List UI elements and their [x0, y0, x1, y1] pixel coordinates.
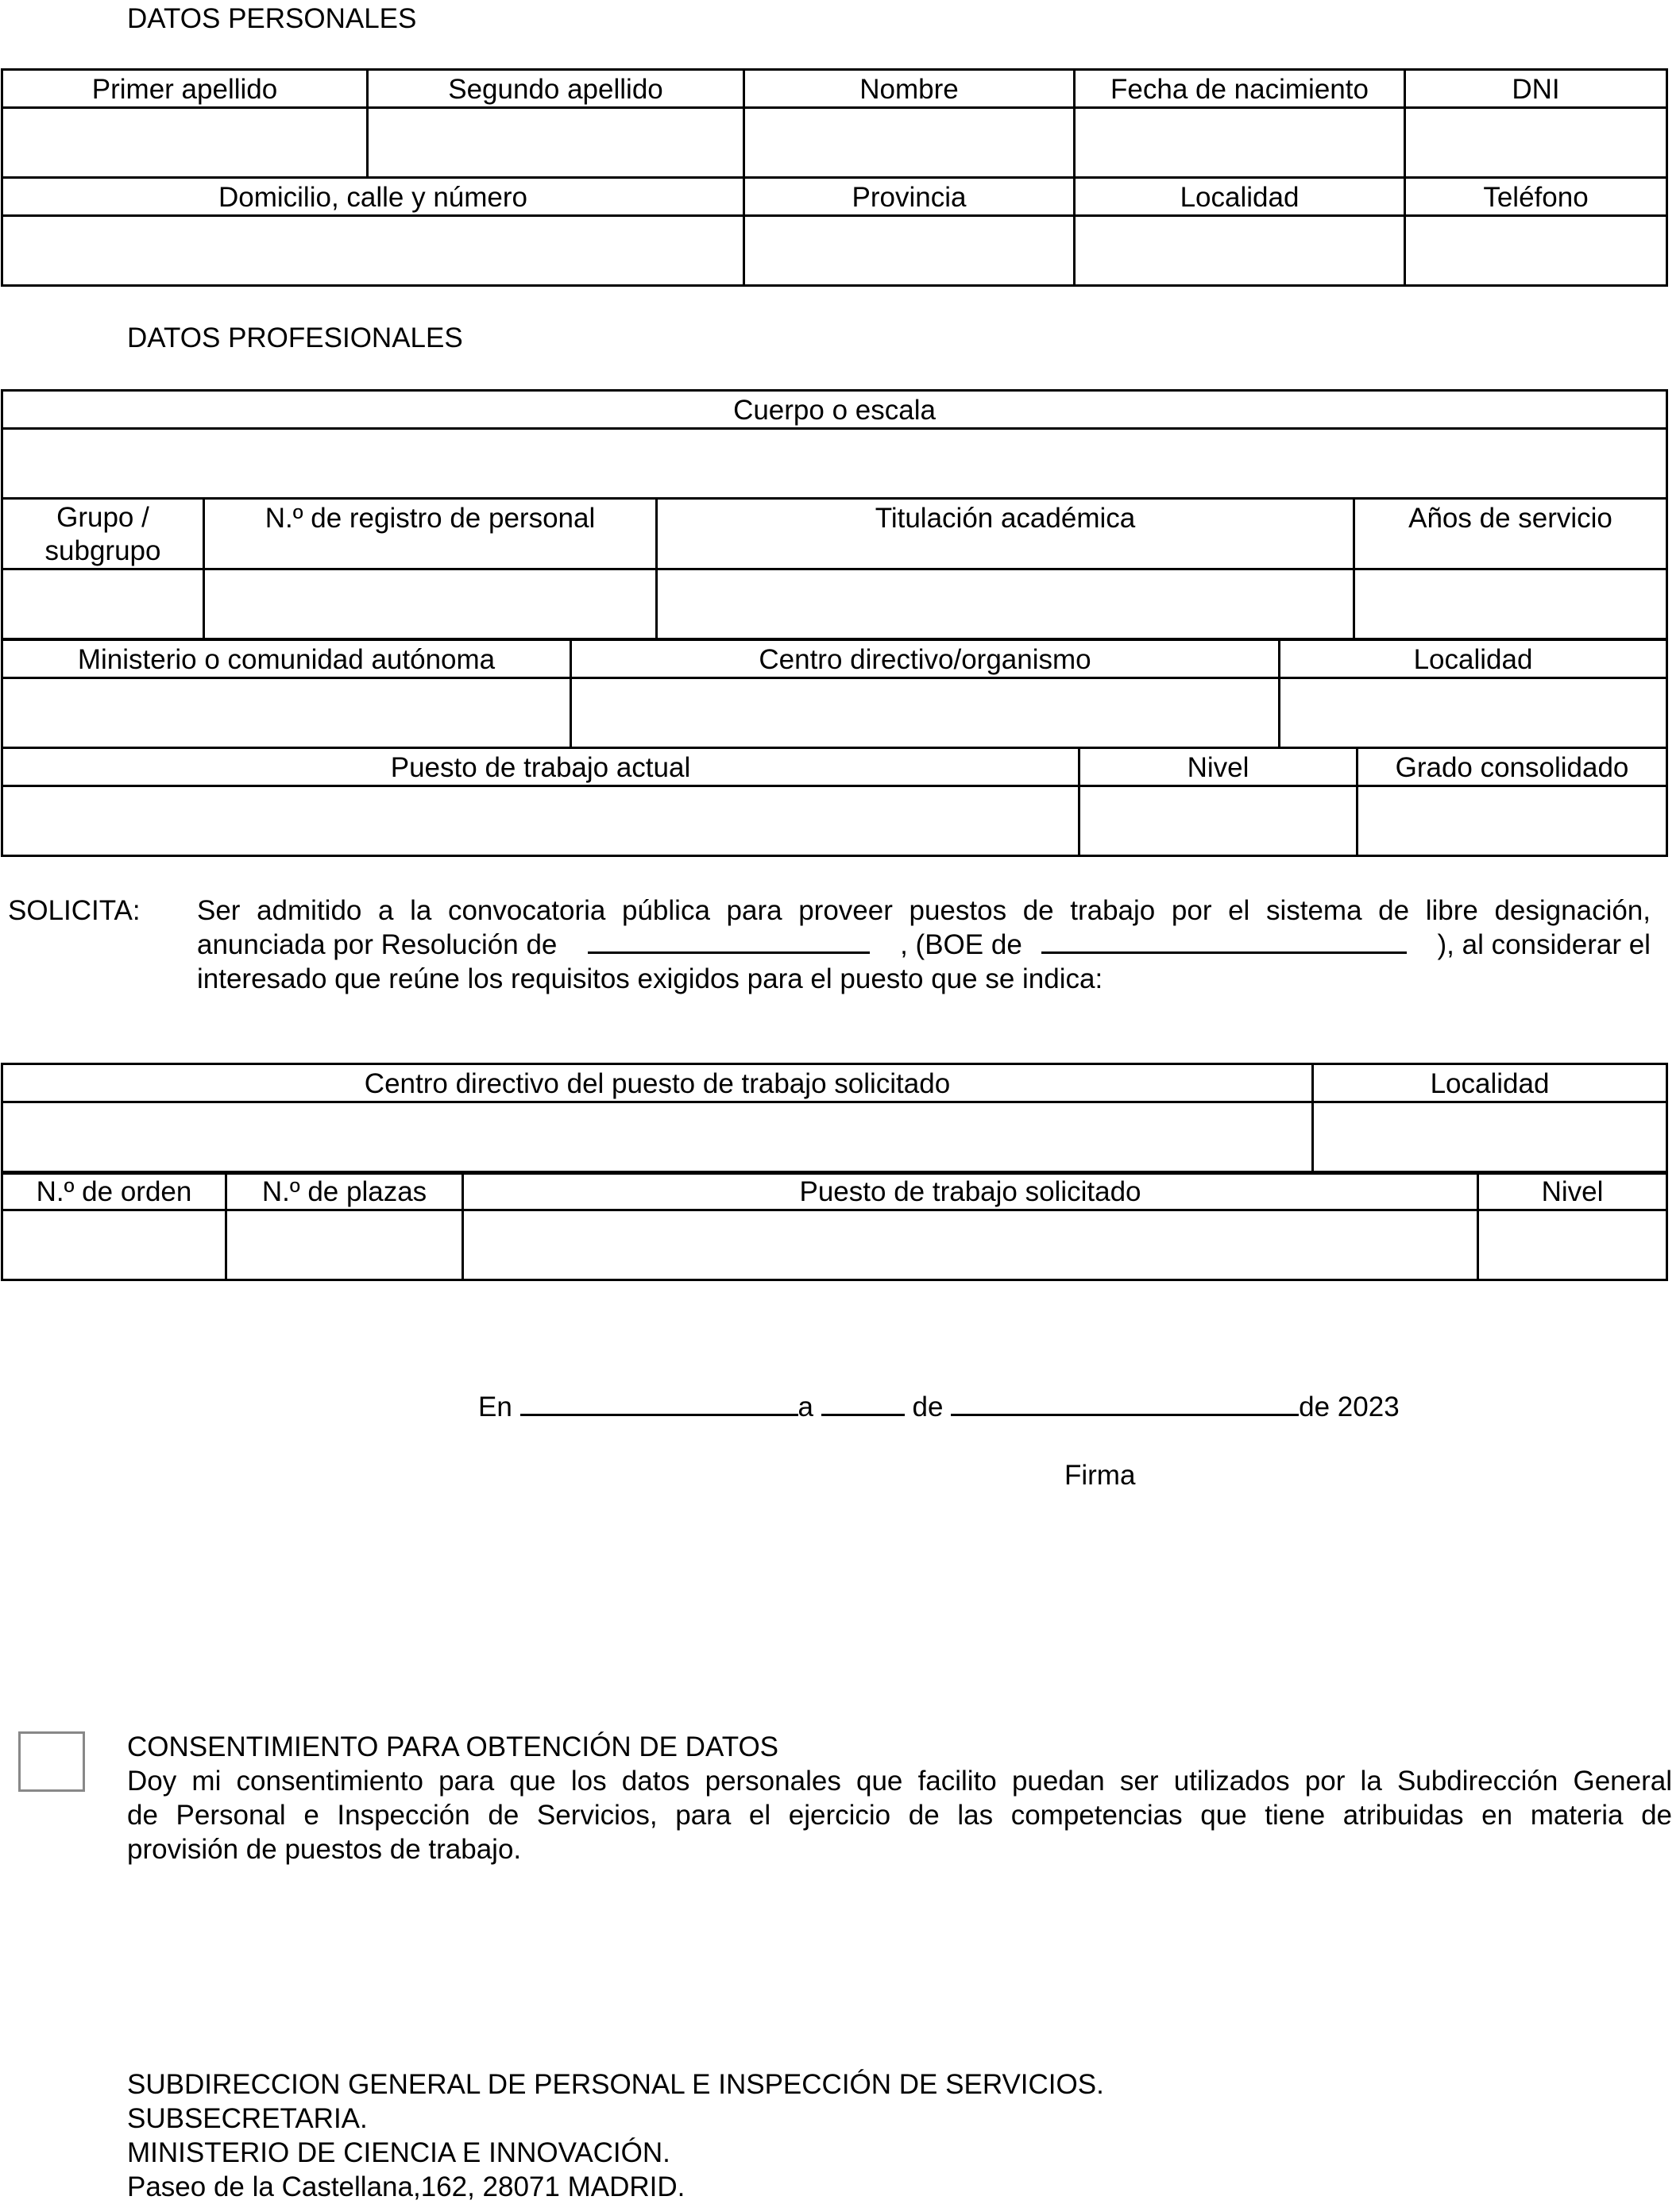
- header-puesto-solicitado: Puesto de trabajo solicitado: [463, 1172, 1478, 1210]
- field-titulacion[interactable]: [657, 569, 1354, 639]
- field-puesto-actual[interactable]: [2, 786, 1079, 856]
- header-provincia: Provincia: [744, 178, 1075, 216]
- field-numero-plazas[interactable]: [226, 1210, 463, 1280]
- field-centro-directivo[interactable]: [571, 678, 1280, 748]
- footer-address: Paseo de la Castellana,162, 28071 MADRID.: [127, 2171, 686, 2202]
- field-puesto-solicitado[interactable]: [463, 1210, 1478, 1280]
- header-domicilio: Domicilio, calle y número: [2, 178, 744, 216]
- personal-heading: DATOS PERSONALES: [127, 3, 417, 34]
- consent-line2: de Personal e Inspección de Servicios, para el ejercicio de las competencias que tiene atribuidas en materia de: [127, 1800, 1672, 1831]
- header-anos-servicio: Años de servicio: [1354, 499, 1667, 569]
- consent-title: CONSENTIMIENTO PARA OBTENCIÓN DE DATOS: [127, 1731, 779, 1762]
- solicita-considerar: ), al considerar el: [1437, 929, 1651, 960]
- field-grupo-subgrupo[interactable]: [2, 569, 204, 639]
- professional-heading: DATOS PROFESIONALES: [127, 322, 463, 353]
- professional-table-1: [1, 389, 1668, 640]
- header-fecha-nacimiento: Fecha de nacimiento: [1075, 70, 1405, 108]
- header-registro-personal: N.º de registro de personal: [204, 499, 657, 569]
- header-localidad: Localidad: [1075, 178, 1405, 216]
- professional-table-3: [1, 747, 1668, 857]
- header-centro-solicitado: Centro directivo del puesto de trabajo solicitado: [2, 1064, 1313, 1102]
- field-primer-apellido[interactable]: [2, 108, 368, 178]
- header-grado-consolidado: Grado consolidado: [1358, 748, 1667, 786]
- header-numero-orden: N.º de orden: [2, 1172, 226, 1210]
- footer-subdireccion: SUBDIRECCION GENERAL DE PERSONAL E INSPECCIÓN DE SERVICIOS.: [127, 2069, 1104, 2100]
- signature-place-blank[interactable]: [520, 1390, 798, 1416]
- requested-table-1: [1, 1063, 1668, 1175]
- field-nombre[interactable]: [744, 108, 1075, 178]
- header-nivel-actual: Nivel: [1079, 748, 1358, 786]
- signature-a: a: [798, 1391, 814, 1422]
- signature-de: de: [912, 1391, 944, 1422]
- header-numero-plazas: N.º de plazas: [226, 1172, 463, 1210]
- header-puesto-actual: Puesto de trabajo actual: [2, 748, 1079, 786]
- solicita-resolucion-label: anunciada por Resolución de: [197, 929, 558, 960]
- field-centro-solicitado[interactable]: [2, 1102, 1313, 1174]
- personal-table: [1, 68, 1668, 287]
- field-numero-orden[interactable]: [2, 1210, 226, 1280]
- boe-date-blank[interactable]: [1041, 928, 1407, 954]
- field-localidad[interactable]: [1075, 216, 1405, 286]
- field-ministerio[interactable]: [2, 678, 571, 748]
- header-centro-directivo: Centro directivo/organismo: [571, 640, 1280, 678]
- solicita-label: SOLICITA:: [8, 895, 141, 926]
- resolucion-date-blank[interactable]: [588, 928, 870, 954]
- signature-month-blank[interactable]: [951, 1390, 1299, 1416]
- field-localidad-solicitada[interactable]: [1313, 1102, 1667, 1174]
- solicita-line3: interesado que reúne los requisitos exigidos para el puesto que se indica:: [197, 963, 1103, 994]
- header-localidad-profesional: Localidad: [1280, 640, 1667, 678]
- field-fecha-nacimiento[interactable]: [1075, 108, 1405, 178]
- header-grupo-subgrupo: Grupo / subgrupo: [2, 499, 204, 569]
- footer-ministerio: MINISTERIO DE CIENCIA E INNOVACIÓN.: [127, 2137, 670, 2168]
- consent-line3: provisión de puestos de trabajo.: [127, 1834, 522, 1865]
- requested-table-2: [1, 1171, 1668, 1281]
- field-telefono[interactable]: [1405, 216, 1667, 286]
- solicita-line1: Ser admitido a la convocatoria pública para proveer puestos de trabajo por el sistema de libre designación,: [197, 895, 1651, 926]
- solicita-boe-label: , (BOE de: [900, 929, 1022, 960]
- header-telefono: Teléfono: [1405, 178, 1667, 216]
- signature-date-line: [478, 1390, 1400, 1424]
- header-localidad-solicitada: Localidad: [1313, 1064, 1667, 1102]
- field-grado-consolidado[interactable]: [1358, 786, 1667, 856]
- field-nivel-solicitado[interactable]: [1478, 1210, 1667, 1280]
- field-registro-personal[interactable]: [204, 569, 657, 639]
- header-nivel-solicitado: Nivel: [1478, 1172, 1667, 1210]
- header-dni: DNI: [1405, 70, 1667, 108]
- header-nombre: Nombre: [744, 70, 1075, 108]
- field-domicilio[interactable]: [2, 216, 744, 286]
- field-nivel-actual[interactable]: [1079, 786, 1358, 856]
- signature-day-blank[interactable]: [821, 1390, 905, 1416]
- field-anos-servicio[interactable]: [1354, 569, 1667, 639]
- consent-line1: Doy mi consentimiento para que los datos personales que facilito puedan ser utilizados por la Subdirección General: [127, 1766, 1672, 1797]
- signature-year: de 2023: [1299, 1391, 1400, 1422]
- footer-subsecretaria: SUBSECRETARIA.: [127, 2103, 368, 2134]
- field-dni[interactable]: [1405, 108, 1667, 178]
- field-segundo-apellido[interactable]: [368, 108, 744, 178]
- header-primer-apellido: Primer apellido: [2, 70, 368, 108]
- field-localidad-profesional[interactable]: [1280, 678, 1667, 748]
- header-segundo-apellido: Segundo apellido: [368, 70, 744, 108]
- professional-table-2: [1, 639, 1668, 749]
- signature-en: En: [478, 1391, 512, 1422]
- header-titulacion: Titulación académica: [657, 499, 1354, 569]
- header-cuerpo-escala: Cuerpo o escala: [2, 391, 1667, 429]
- solicita-line2: [197, 928, 1651, 962]
- consent-checkbox[interactable]: [18, 1731, 85, 1792]
- signature-firma: Firma: [1064, 1460, 1136, 1491]
- header-ministerio: Ministerio o comunidad autónoma: [2, 640, 571, 678]
- field-provincia[interactable]: [744, 216, 1075, 286]
- field-cuerpo-escala[interactable]: [2, 429, 1667, 499]
